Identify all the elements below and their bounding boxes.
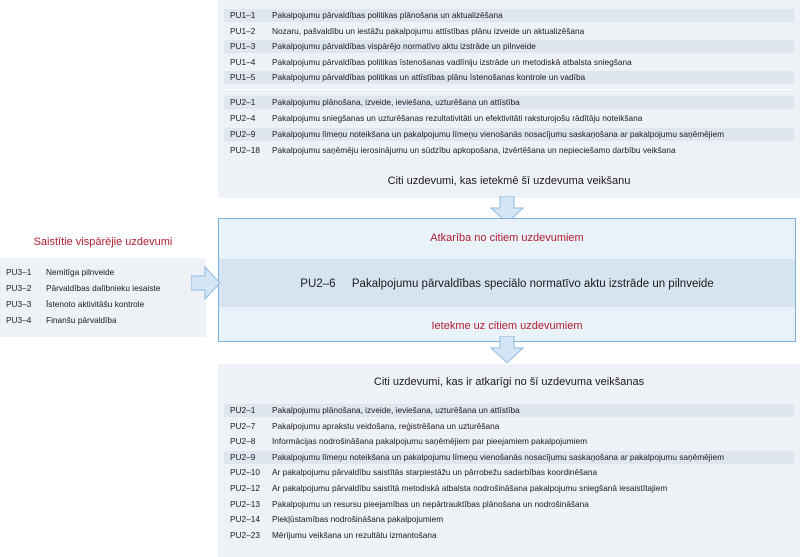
task-text: Piekļūstamības nodrošināšana pakalpojumiem	[272, 514, 444, 525]
task-row	[224, 529, 794, 542]
task-text: Pakalpojumu sniegšanas un uzturēšanas rezultativitāti un efektivitāti raksturojošu rādītāju noteikšana	[272, 113, 643, 123]
task-row	[224, 420, 794, 433]
current-task-box	[218, 218, 796, 342]
general-task-code: PU3–4	[6, 315, 32, 325]
task-text: Pakalpojumu un resursu pieejamības un nepārtrauktības plānošana un nodrošināšana	[272, 498, 589, 509]
task-code: PU2–12	[230, 483, 260, 493]
task-code: PU2–4	[230, 113, 256, 123]
task-code: PU2–14	[230, 514, 260, 525]
general-task-text: Pārvaldības dalībnieku iesaiste	[46, 283, 161, 293]
top-caption: Citi uzdevumi, kas ietekmē šī uzdevuma veikšanu	[387, 175, 631, 187]
task-code: PU1–5	[230, 72, 256, 82]
task-row	[224, 404, 794, 417]
task-row	[224, 71, 794, 84]
task-row	[224, 56, 794, 69]
task-row	[224, 96, 794, 109]
task-row	[224, 513, 794, 526]
general-task-code: PU3–1	[6, 267, 32, 277]
general-task-row	[6, 266, 202, 279]
task-code: PU2–7	[230, 420, 256, 431]
top-group-separator	[224, 89, 794, 90]
influence-label: Ietekme uz citiem uzdevumiem	[431, 320, 583, 332]
task-text: Pakalpojumu pārvaldības politikas plānošana un aktualizēšana	[272, 10, 503, 20]
task-row	[224, 40, 794, 53]
task-code: PU1–4	[230, 56, 256, 67]
task-text: Pakalpojumu līmeņu noteikšana un pakalpojumu līmeņu vienošanās nosacījumu saskaņošana ar pakalpojumu saņēmējiem	[272, 129, 724, 139]
task-row	[224, 482, 794, 495]
task-text: Pakalpojumu saņēmēju ierosinājumu un sūdzību apkopošana, izvērtēšana un nepieciešamo darbību veikšana	[272, 145, 676, 155]
related-general-tasks-title: Saistītie vispārējie uzdevumi	[33, 236, 173, 248]
right-arrow-icon	[191, 266, 221, 300]
task-code: PU2–23	[230, 529, 260, 540]
task-text: Ar pakalpojumu pārvaldību saistītā metodiskā atbalsta nodrošināšana pakalpojumu sniegšanā iesaistītajiem	[272, 483, 668, 493]
general-task-text: Īstenoto aktivitāšu kontrole	[46, 299, 145, 309]
task-text: Pakalpojumu aprakstu veidošana, reģistrēšana un uzturēšana	[272, 420, 500, 431]
task-row	[224, 112, 794, 125]
general-task-row	[6, 314, 202, 327]
task-code: PU2–13	[230, 498, 260, 509]
task-text: Pakalpojumu līmeņu noteikšana un pakalpojumu līmeņu vienošanās nosacījumu saskaņošana ar pakalpojumu saņēmējiem	[272, 451, 724, 462]
task-row	[224, 451, 794, 464]
down-arrow-icon	[490, 336, 524, 364]
task-text: Mērījumu veikšana un rezultātu izmantošana	[272, 529, 437, 540]
task-code: PU1–3	[230, 41, 256, 51]
task-text: Pakalpojumu pārvaldības politikas un attīstības plānu īstenošanas kontrole un vadība	[272, 72, 586, 82]
task-text: Pakalpojumu plānošana, izveide, ieviešana, uzturēšana un attīstība	[272, 405, 520, 415]
general-task-text: Nemitīga pilnveide	[46, 267, 115, 277]
task-text: Pakalpojumu pārvaldības vispārējo normatīvo aktu izstrāde un pilnveide	[272, 41, 536, 51]
bottom-caption: Citi uzdevumi, kas ir atkarīgi no šī uzdevuma veikšanas	[373, 376, 645, 388]
current-task-code: PU2–6	[300, 278, 336, 290]
general-task-text: Finanšu pārvaldība	[46, 315, 117, 325]
current-task-text: Pakalpojumu pārvaldības speciālo normatīvo aktu izstrāde un pilnveide	[351, 278, 714, 290]
task-row	[224, 9, 794, 22]
dependency-label: Atkarība no citiem uzdevumiem	[430, 232, 584, 244]
general-task-code: PU3–3	[6, 299, 32, 309]
task-code: PU2–1	[230, 97, 256, 107]
general-task-code: PU3–2	[6, 283, 32, 293]
general-task-row	[6, 282, 202, 295]
task-row	[224, 144, 794, 157]
task-code: PU2–10	[230, 467, 260, 478]
task-code: PU1–2	[230, 25, 256, 36]
task-text: Pakalpojumu plānošana, izveide, ieviešana, uzturēšana un attīstība	[272, 97, 520, 107]
task-text: Nozaru, pašvaldību un iestāžu pakalpojumu attīstības plānu izveide un aktualizēšana	[272, 25, 585, 36]
task-code: PU1–1	[230, 10, 256, 20]
task-row	[224, 466, 794, 479]
task-code: PU2–9	[230, 451, 256, 462]
task-code: PU2–18	[230, 145, 260, 155]
task-row	[224, 435, 794, 448]
task-row	[224, 25, 794, 38]
task-code: PU2–9	[230, 129, 256, 139]
task-code: PU2–1	[230, 405, 256, 415]
task-text: Informācijas nodrošināšana pakalpojumu saņēmējiem par pieejamiem pakalpojumiem	[272, 436, 587, 447]
general-task-row	[6, 298, 202, 311]
current-task-title	[219, 278, 795, 290]
task-text: Pakalpojumu pārvaldības politikas īstenošanas vadlīniju izstrāde un metodiskā atbalsta sniegšana	[272, 56, 632, 67]
task-code: PU2–8	[230, 436, 256, 447]
task-text: Ar pakalpojumu pārvaldību saistītās starpiestāžu un pārrobežu sadarbības koordinēšana	[272, 467, 598, 478]
task-row	[224, 128, 794, 141]
task-row	[224, 498, 794, 511]
